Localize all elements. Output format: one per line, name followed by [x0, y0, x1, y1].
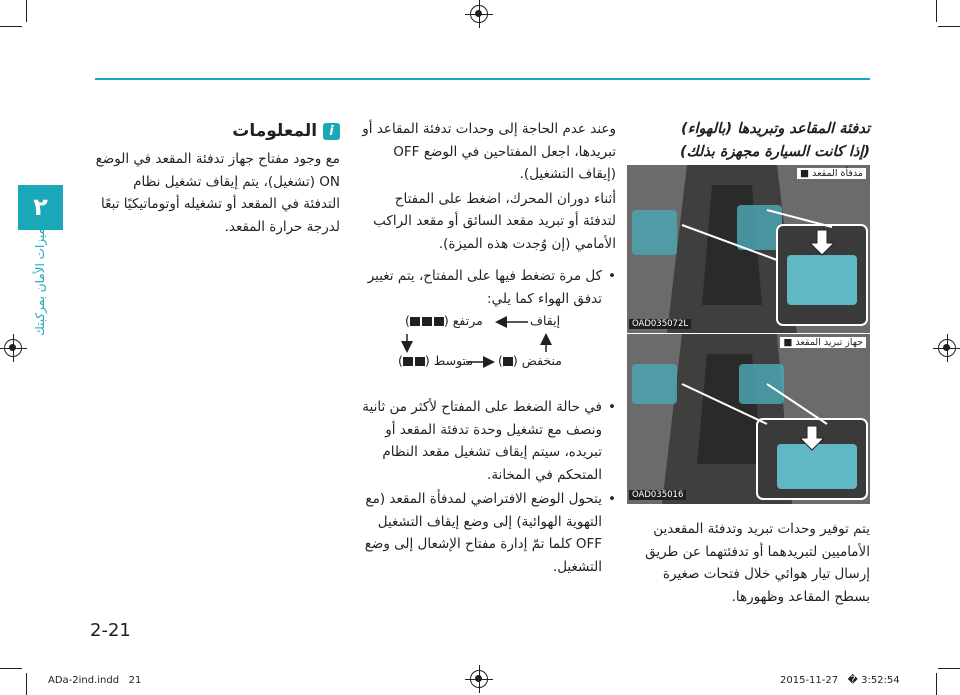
file-name: ADa-2ind.indd 21 — [48, 675, 142, 686]
crop-mark — [0, 26, 22, 27]
state-off-label: إيقاف — [530, 313, 561, 328]
list-item: • كل مرة تضغط فيها على المفتاح، يتم تغيير تدفق الهواء كما يلي: — [358, 265, 616, 310]
section-title-line-1: تدفئة المقاعد وتبريدها (بالهواء) — [681, 121, 870, 137]
level-bars-icon — [410, 317, 444, 326]
info-title: المعلومات — [232, 121, 318, 141]
info-heading — [95, 118, 340, 144]
crop-mark — [26, 673, 27, 695]
photo-caption: ■ مدفأة المقعد — [797, 168, 866, 179]
chapter-title-text: ميزات الأمان بمركبتك — [33, 228, 47, 336]
crop-mark — [938, 26, 960, 27]
airflow-cycle-diagram — [380, 308, 620, 378]
registration-mark-icon — [470, 670, 488, 688]
info-body: مع وجود مفتاح جهاز تدفئة المقعد في الوضع ON (تشغيل)، يتم إيقاف تشغيل نظام التدفئة في المقعد أو تشغيله أوتوماتيكيًا تبعًا لدرجة حرارة المقعد. — [95, 151, 340, 235]
intro-paragraph-1: وعند عدم الحاجة إلى وحدات تدفئة المقاعد أو تبريدها، اجعل المفتاحين في الوضع OFF (إيقاف التشغيل). — [362, 121, 616, 182]
photo-code: OAD035072L — [629, 319, 691, 329]
list-item: • في حالة الضغط على المفتاح لأكثر من ثانية ونصف مع تشغيل وحدة تدفئة المقعد أو تبريده، سيتم إيقاف تشغيل مقعد النظام المتحكم في المخانة. — [358, 396, 616, 486]
middle-column-lower — [358, 396, 616, 578]
center-console-illustration — [627, 165, 870, 333]
state-high: ( ) مرتفع — [405, 313, 483, 328]
registration-mark-icon — [4, 339, 22, 357]
state-medium-label: متوسط — [433, 353, 474, 368]
state-low: ( ) منخفض — [498, 353, 562, 368]
header-divider — [95, 78, 870, 80]
crop-mark — [936, 673, 937, 695]
chapter-tab — [18, 185, 63, 230]
state-low-label: منخفض — [521, 353, 562, 368]
center-console-illustration — [627, 334, 870, 504]
level-bars-icon — [503, 357, 513, 366]
intro-paragraph-2: أثناء دوران المحرك، اضغط على المفتاح لتدفئة أو تبريد مقعد السائق أو مقعد الراكب الأمامي (إن وُجدت هذه الميزة). — [373, 190, 616, 252]
info-box — [95, 118, 340, 238]
chapter-title — [16, 228, 64, 336]
timestamp: 2015-11-27 � 3:52:54 — [780, 675, 900, 686]
registration-mark-icon — [470, 5, 488, 23]
crop-mark — [0, 668, 22, 669]
list-item: • يتحول الوضع الافتراضي لمدفأة المقعد (مع التهوية الهوائية) إلى وضع إيقاف التشغيل OFF كلما تمّ إدارة مفتاح الإشعال إلى وضع التشغيل. — [358, 488, 616, 578]
state-off — [530, 313, 560, 328]
state-high-label: مرتفع — [452, 313, 483, 328]
registration-mark-icon — [938, 339, 956, 357]
state-medium: ( ) متوسط — [398, 353, 474, 368]
page-number: 2-21 — [90, 620, 131, 641]
section-title — [627, 118, 870, 164]
photo-caption: ■ جهاز تبريد المقعد — [780, 337, 866, 348]
seat-ventilation-photo — [627, 334, 870, 504]
level-bars-icon — [403, 357, 425, 366]
crop-mark — [938, 668, 960, 669]
section-title-line-2: (إذا كانت السيارة مجهزة بذلك) — [679, 144, 870, 160]
bullet-list-bottom — [358, 396, 616, 578]
chapter-number: ٢ — [33, 193, 48, 221]
closing-paragraph: يتم توفير وحدات تبريد وتدفئة المقعدين الأماميين لتبريدهما أو تدفئتهما عن طريق إرسال تيار هوائي خلال فتحات صغيرة بسطح المقاعد وظهورها. — [645, 521, 870, 605]
crop-mark — [936, 0, 937, 22]
photo-code: OAD035016 — [629, 490, 686, 500]
seat-heater-photo — [627, 165, 870, 333]
info-icon: i — [323, 123, 340, 140]
middle-column — [358, 118, 616, 310]
crop-mark — [26, 0, 27, 22]
bullet-list-top — [358, 265, 616, 310]
